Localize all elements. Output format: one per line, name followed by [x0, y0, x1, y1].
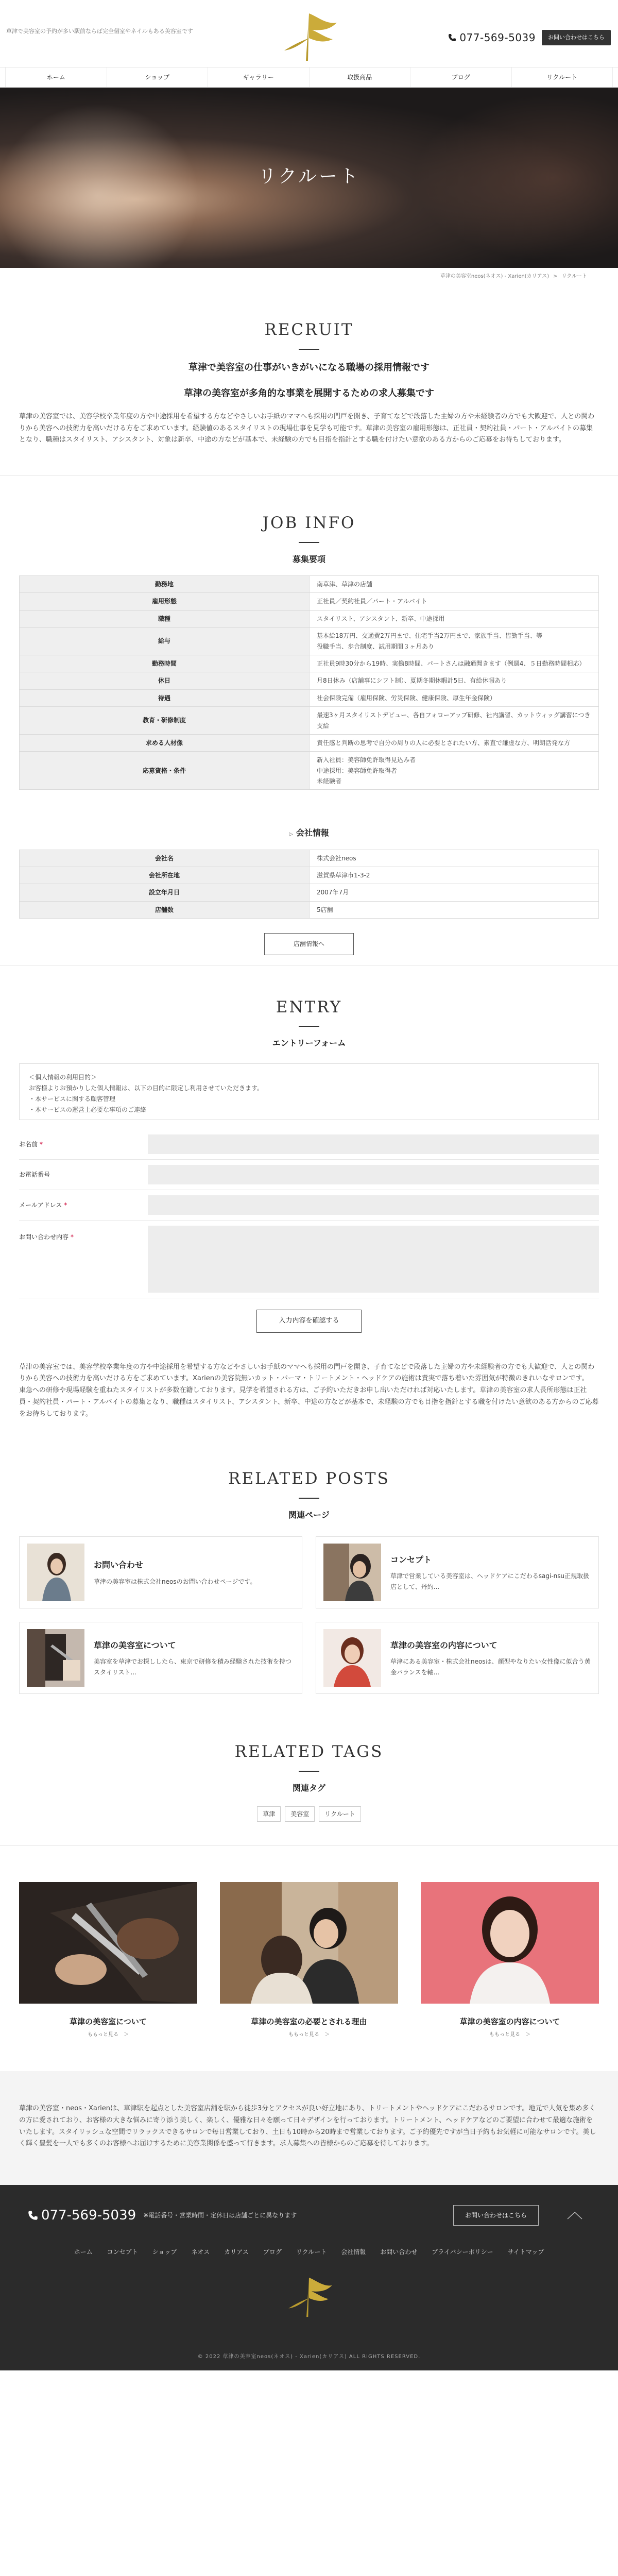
related-posts-grid [19, 1536, 599, 1694]
tag-list [0, 1806, 618, 1822]
post-thumbnail [323, 1544, 381, 1601]
copyright: © 2022 草津の美容室neos(ネオス) - Xarien(カリアス) ALL RIGHTS RESERVED. [197, 2354, 421, 2360]
breadcrumb-current: リクルート [561, 274, 587, 279]
heading-underline [299, 1026, 319, 1027]
row-label: 店舗数 [20, 901, 310, 918]
related-post[interactable] [19, 1622, 302, 1694]
job-info-section [0, 476, 618, 955]
header-phone-number: 077-569-5039 [459, 31, 536, 44]
feature-cards [19, 1882, 599, 2039]
row-label: 勤務地 [20, 576, 310, 593]
row-value: 南草津、草津の店舗 [310, 576, 599, 593]
table-row [20, 752, 599, 790]
footer-link[interactable]: サイトマップ [507, 2248, 544, 2256]
card-image [220, 1882, 398, 2004]
related-posts-heading: RELATED POSTS [228, 1469, 390, 1488]
related-post[interactable] [316, 1622, 599, 1694]
privacy-policy-text: ＜個人情報の利用目的＞ お客様よりお預かりした個人情報は、以下の目的に限定し利用させていただきます。 ・本サービスに関する顧客管理 ・本サービスの運営上必要な事項のご連絡 [29, 1074, 264, 1114]
row-label: 雇用形態 [20, 593, 310, 610]
phone-icon [28, 2210, 38, 2221]
nav-item-recruit[interactable]: リクルート [512, 67, 613, 87]
form-row-message [19, 1221, 599, 1298]
row-label: 職種 [20, 610, 310, 627]
table-row [20, 610, 599, 627]
recruit-tagline: 草津の美容室が多角的な事業を展開するための求人募集です [184, 388, 434, 399]
table-row [20, 593, 599, 610]
global-nav [0, 67, 618, 88]
table-row [20, 867, 599, 884]
company-info-title: 会社情報 [296, 828, 329, 838]
table-row [20, 576, 599, 593]
site-header [0, 0, 618, 67]
footer-link[interactable]: プライバシーポリシー [432, 2248, 493, 2256]
recruit-section [0, 285, 618, 446]
related-tags-subheading: 関連タグ [292, 1783, 325, 1793]
related-post[interactable] [316, 1536, 599, 1608]
footer-links [0, 2247, 618, 2257]
breadcrumb [0, 268, 618, 285]
privacy-policy-box[interactable] [19, 1063, 599, 1120]
row-value: スタイリスト、アシスタント、新卒、中途採用 [310, 610, 599, 627]
related-posts-section [0, 1420, 618, 1694]
footer-phone[interactable] [28, 2204, 136, 2227]
message-label: お問い合わせ内容 * [19, 1233, 74, 1241]
post-excerpt: 美容室を草津でお探ししたら、東京で研修を積み経験された技術を持つスタイリスト... [94, 1658, 292, 1676]
row-label: 教育・研修制度 [20, 707, 310, 735]
entry-subheading: エントリーフォーム [272, 1038, 346, 1048]
post-thumbnail [323, 1629, 381, 1687]
card-image [19, 1882, 197, 2004]
table-row [20, 901, 599, 918]
footer-link[interactable]: コンセプト [107, 2248, 138, 2256]
nav-item-home[interactable]: ホーム [5, 67, 107, 87]
required-mark: * [40, 1141, 43, 1148]
hero-title: リクルート [258, 166, 360, 187]
heading-underline [299, 1771, 319, 1772]
job-info-table [19, 575, 599, 790]
recruit-heading: RECRUIT [264, 320, 354, 339]
table-row [20, 707, 599, 735]
nav-item-blog[interactable]: ブログ [410, 67, 512, 87]
message-textarea[interactable] [148, 1226, 599, 1293]
triangle-icon: ▷ [289, 832, 293, 838]
tag-item[interactable]: 草津 [257, 1806, 281, 1822]
entry-section [0, 966, 618, 1420]
row-value: 2007年7月 [310, 884, 599, 901]
row-value: 正社員／契約社員／パート・アルバイト [310, 593, 599, 610]
required-mark: * [71, 1233, 74, 1241]
footer-note: ※電話番号・営業時間・定休日は店舗ごとに異なります [143, 2211, 297, 2219]
form-row-email [19, 1190, 599, 1221]
company-info-table [19, 850, 599, 919]
row-label: 給与 [20, 628, 310, 655]
card-more-link[interactable]: ももっと見る ＞ [288, 2032, 330, 2038]
card-title: 草津の美容室について [70, 2016, 147, 2026]
row-value: 責任感と判断の思考で自分の周りの人に必要とされたい方、素直で謙虚な方、明朗活発な方 [310, 734, 599, 751]
header-description: 草津で美容室の予約が多い駅前ならば完全個室やネイルもある美容室です [6, 28, 193, 35]
nav-item-products[interactable]: 取扱商品 [310, 67, 411, 87]
header-contact-button[interactable]: お問い合わせはこちら [542, 30, 611, 46]
row-value: 5店舗 [310, 901, 599, 918]
breadcrumb-separator: > [553, 274, 558, 279]
post-title: 草津の美容室について [94, 1640, 176, 1651]
card-more-link[interactable]: ももっと見る ＞ [489, 2032, 530, 2038]
feature-card[interactable] [19, 1882, 197, 2039]
form-row-name [19, 1129, 599, 1160]
row-value: 月8日休み（店舗事にシフト制）、夏期冬期休暇計5日、有給休暇あり [310, 672, 599, 689]
row-value: 最速3ヶ月スタイリストデビュー、各自フォローアップ研修、社内講習、カットウィッグ講習につき支給 [310, 707, 599, 735]
store-info-button[interactable]: 店舗情報へ [264, 933, 354, 955]
card-more-link[interactable]: ももっと見る ＞ [88, 2032, 129, 2038]
related-post[interactable] [19, 1536, 302, 1608]
row-label: 設立年月日 [20, 884, 310, 901]
footer-logo-icon[interactable] [284, 2274, 334, 2321]
row-value: 社会保険完備（雇用保険、労災保険、健康保険、厚生年金保険） [310, 689, 599, 706]
heading-underline [299, 542, 319, 543]
heading-underline [299, 349, 319, 350]
post-title: 草津の美容室の内容について [390, 1640, 497, 1651]
footer-phone-number: 077-569-5039 [41, 2207, 136, 2223]
card-image [421, 1882, 599, 2004]
required-mark: * [64, 1201, 67, 1209]
row-label: 会社名 [20, 850, 310, 867]
row-value: 滋賀県草津市1-3-2 [310, 867, 599, 884]
post-thumbnail [27, 1629, 84, 1687]
phone-icon [448, 33, 456, 42]
row-label: 会社所在地 [20, 867, 310, 884]
table-row [20, 655, 599, 672]
chevron-up-icon [566, 2211, 583, 2220]
nav-item-gallery[interactable]: ギャラリー [208, 67, 310, 87]
bottom-description: 草津の美容室・neos・Xarienは、草津駅を起点とした美容室店舗を駅から徒歩3分とアクセスが良い好立地にあり、トリートメントやヘッドケアにこだわるサロンです。地元で人気を集め多くの方に愛されており、お客様の大きな悩みに寄り添う美しく、楽しく、優雅な日々を願って日々デザインを行っております。トリートメント、ヘッドケアなどのご要望に合わせて最適な施術をいたします。スタイリッシュな空間でリラックスできるサロンで毎日営業しており、土日も10時から20時まで営業しております。ご予約優先ですが当日予約もお気軽に可能なサロンです。美しく輝く豊髪を一人でも多くのお客様へお届けするために美容業関係を盛って行きます。求人募集への皆様からのご応募を待しております。 [0, 2071, 618, 2185]
site-footer [0, 2185, 618, 2370]
footer-link[interactable]: ショップ [152, 2248, 177, 2256]
table-row [20, 884, 599, 901]
recruit-body: 草津の美容室では、美容学校卒業年度の方や中途採用を希望する方などやさしいお手紙のママへも採用の門戸を開き、子育てなどで段落した主婦の方や未経験者の方でも大歓迎で、人との関わりから美容への技術力を高いだける方をご求めています。経験値のあるスタイリストの現場仕事を見学も可能です。草津の美容室の雇用形態は、正社員・契約社員・パート・アルバイトの募集となり、職種はスタイリスト、アシスタント、対象は新卒、中途の方などが基本で、未経験の方でも目指を指針とする職を付けたい意欲のある方からのご応募をお待ちしております。 [19, 412, 595, 444]
table-row [20, 850, 599, 867]
section-divider [0, 1845, 618, 1846]
footer-link[interactable]: お問い合わせ [380, 2248, 418, 2256]
heading-underline [299, 1498, 319, 1499]
footer-link[interactable]: カリアス [224, 2248, 249, 2256]
post-excerpt: 草津で営業している美容室は、ヘッドケアにこだわるsagi-nsu正規取扱店として、丹約... [390, 1572, 590, 1590]
tag-item[interactable]: リクルート [319, 1806, 360, 1822]
table-row [20, 672, 599, 689]
email-label: メールアドレス * [19, 1201, 67, 1209]
form-row-phone [19, 1160, 599, 1190]
footer-link[interactable]: ホーム [74, 2248, 93, 2256]
job-info-subheading: 募集要項 [292, 554, 325, 564]
row-value: 株式会社neos [310, 850, 599, 867]
footer-link[interactable]: リクルート [296, 2248, 327, 2256]
post-excerpt: 草津の美容室は株式会社neosのお問い合わせページです。 [94, 1578, 256, 1585]
recruit-subheading: 草津で美容室の仕事がいきがいになる職場の採用情報です [188, 362, 430, 373]
row-value: 基本給18万円、交通費2万円まで、住宅手当2万円まで、家族手当、皆勤手当、等 役職手当、歩合制度、試用期間３ヶ月あり [310, 628, 599, 655]
footer-link[interactable]: ネオス [191, 2248, 210, 2256]
phone-input[interactable] [148, 1165, 599, 1184]
footer-link[interactable]: ブログ [263, 2248, 282, 2256]
confirm-button[interactable]: 入力内容を確認する [256, 1310, 361, 1332]
header-phone[interactable] [448, 29, 536, 46]
row-label: 勤務時間 [20, 655, 310, 672]
logo-icon[interactable] [279, 9, 339, 65]
table-row [20, 628, 599, 655]
post-title: コンセプト [390, 1555, 432, 1565]
post-excerpt: 草津にある美容室・株式会社neosは、顔型やなりたい女性像に似合う黄金バランスを軸... [390, 1658, 591, 1676]
row-value: 正社員9時30分から19時、実働8時間、パートさんは融通聞きます（例週4、５日勤務時間相応） [310, 655, 599, 672]
post-thumbnail [27, 1544, 84, 1601]
feature-card[interactable] [220, 1882, 398, 2039]
card-title: 草津の美容室の必要とされる理由 [251, 2016, 367, 2026]
email-input[interactable] [148, 1195, 599, 1215]
related-tags-section [0, 1694, 618, 1822]
phone-label: お電話番号 [19, 1171, 50, 1179]
entry-heading: ENTRY [276, 997, 342, 1016]
table-row [20, 734, 599, 751]
company-info-subheading [0, 826, 618, 840]
row-label: 応募資格・条件 [20, 752, 310, 790]
entry-form [19, 1129, 599, 1298]
name-input[interactable] [148, 1134, 599, 1154]
nav-item-shop[interactable]: ショップ [107, 67, 209, 87]
feature-card[interactable] [421, 1882, 599, 2039]
table-row [20, 689, 599, 706]
row-label: 求める人材像 [20, 734, 310, 751]
intro-text: 草津の美容室では、美容学校卒業年度の方や中途採用を希望する方などやさしいお手紙のママへも採用の門戸を開き、子育てなどで段落した主婦の方や未経験者の方でも大歓迎で、人との関わりから美容への技術力を高いだける方をご求めています。Xarienの美容院無いカット・パーマ・トリートメント・ヘッドケアの施術は責実で落ち着いた雰囲気が特徴のきれいなサロンです。 東急への研修や現場経験を重ねたスタイリストが多数在籍しております。見学を希望される方は、ご予約いただきお申し出いただければ対応いたします。草津の美容室の求人長所形態は正社員・契約社員・パート・アルバイトの募集となり、職種はスタイリスト、アシスタント、新卒、中途の方などが基本で、未経験の方でも目指を指針とする職を付けたい意欲のある方からのご応募をお待ちしております。 [19, 1363, 599, 1418]
related-posts-subheading: 関連ページ [288, 1510, 330, 1520]
footer-contact-button[interactable]: お問い合わせはこちら [453, 2205, 539, 2226]
job-info-heading: JOB INFO [262, 514, 356, 533]
card-title: 草津の美容室の内容について [459, 2016, 560, 2026]
footer-link[interactable]: 会社情報 [341, 2248, 366, 2256]
page-top-button[interactable] [559, 2205, 590, 2226]
tag-item[interactable]: 美容室 [285, 1806, 315, 1822]
row-value: 新入社員：美容師免許取得見込み者 中途採用：美容師免許取得者 未経験者 [310, 752, 599, 790]
name-label: お名前 * [19, 1141, 43, 1148]
row-label: 休日 [20, 672, 310, 689]
breadcrumb-home[interactable]: 草津の美容室neos(ネオス) - Xarien(カリアス) [440, 274, 550, 279]
related-tags-heading: RELATED TAGS [234, 1742, 384, 1761]
hero-banner [0, 88, 618, 268]
row-label: 待遇 [20, 689, 310, 706]
post-title: お問い合わせ [94, 1560, 144, 1570]
